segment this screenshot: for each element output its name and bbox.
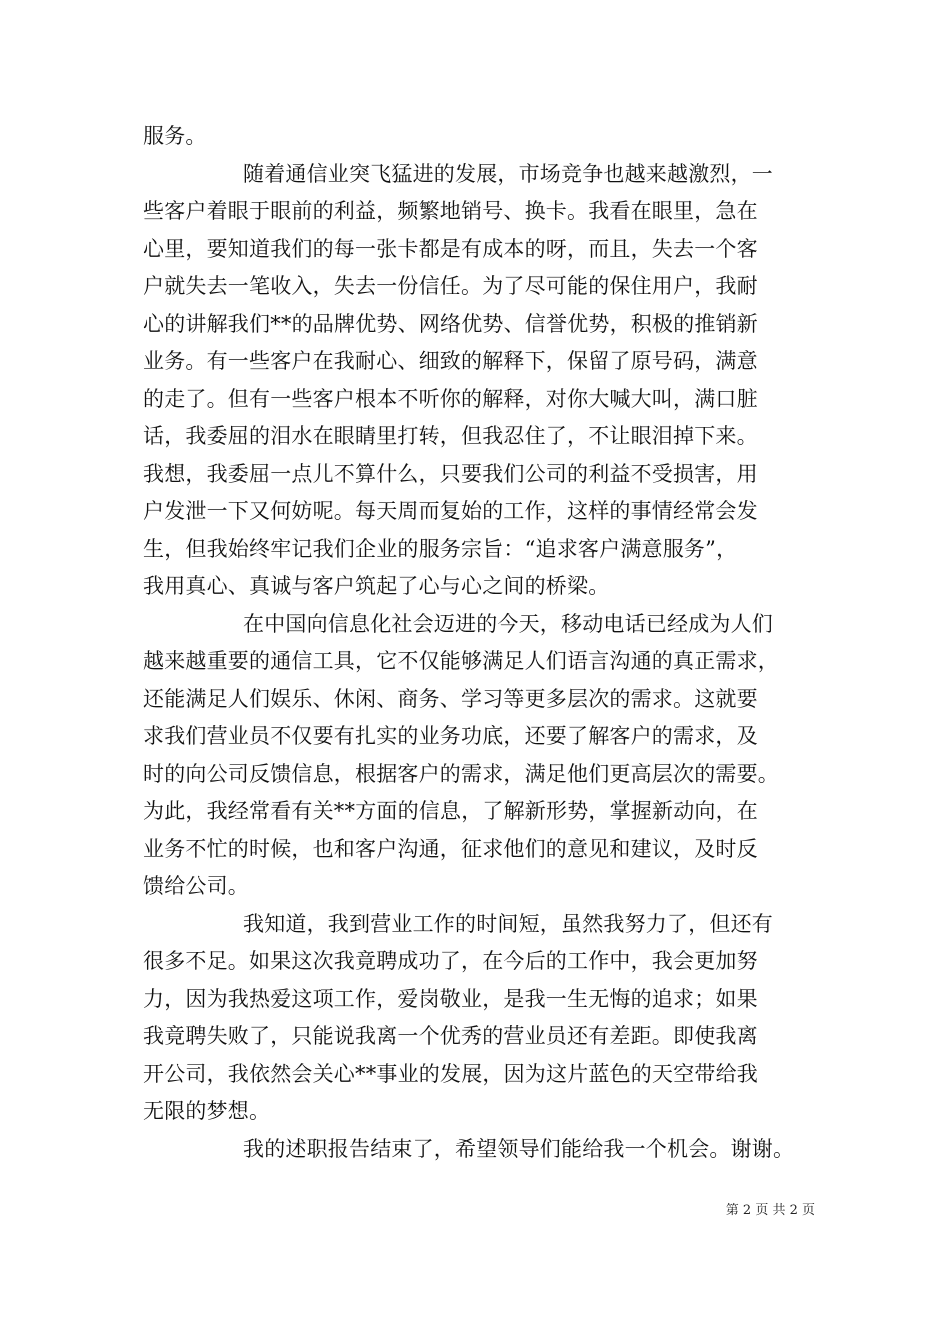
text-line: 很多不足。如果这次我竟聘成功了，在今后的工作中，我会更加努 — [143, 949, 758, 973]
text-line: 无限的梦想。 — [143, 1099, 271, 1123]
paragraph-first-line: 我的述职报告结束了，希望领导们能给我一个机会。谢谢。 — [243, 1136, 795, 1161]
paragraph-first-line: 在中国向信息化社会迈进的今天，移动电话已经成为人们 — [243, 611, 773, 636]
text-line: 话，我委屈的泪水在眼睛里打转，但我忍住了，不让眼泪掉下来。 — [143, 424, 758, 448]
text-line: 生，但我始终牢记我们企业的服务宗旨：“追求客户满意服务”， — [143, 536, 738, 561]
text-line: 业务不忙的时候，也和客户沟通，征求他们的意见和建议，及时反 — [143, 836, 758, 861]
text-line: 求我们营业员不仅要有扎实的业务功底，还要了解客户的需求，及 — [143, 724, 758, 748]
text-line: 还能满足人们娱乐、休闲、商务、学习等更多层次的需求。这就要 — [143, 686, 758, 711]
text-line: 我竟聘失败了，只能说我离一个优秀的营业员还有差距。即使我离 — [143, 1024, 758, 1048]
text-line: 心的讲解我们**的品牌优势、网络优势、信誉优势，积极的推销新 — [143, 311, 758, 336]
document-body — [143, 118, 815, 1168]
text-line: 我用真心、真诚与客户筑起了心与心之间的桥梁。 — [143, 574, 610, 598]
text-line: 馈给公司。 — [143, 874, 249, 898]
text-line: 些客户着眼于眼前的利益，频繁地销号、换卡。我看在眼里，急在 — [143, 199, 758, 223]
text-line: 力，因为我热爱这项工作，爱岗敬业，是我一生无悔的追求；如果 — [143, 986, 758, 1011]
text-line: 户发泄一下又何妨呢。每天周而复始的工作，这样的事情经常会发 — [143, 499, 758, 523]
text-line: 时的向公司反馈信息，根据客户的需求，满足他们更高层次的需要。 — [143, 761, 779, 786]
text-line: 业务。有一些客户在我耐心、细致的解释下，保留了原号码，满意 — [143, 349, 758, 373]
text-line: 的走了。但有一些客户根本不听你的解释，对你大喊大叫，满口脏 — [143, 386, 758, 411]
text-line: 服务。 — [143, 124, 207, 148]
text-line: 我想，我委屈一点儿不算什么，只要我们公司的利益不受损害，用 — [143, 461, 758, 486]
text-line: 户就失去一笔收入，失去一份信任。为了尽可能的保住用户，我耐 — [143, 274, 758, 298]
text-line: 越来越重要的通信工具，它不仅能够满足人们语言沟通的真正需求， — [143, 649, 779, 673]
page-number-footer: 第 2 页 共 2 页 — [725, 1203, 815, 1218]
paragraph-first-line: 我知道，我到营业工作的时间短，虽然我努力了，但还有 — [243, 911, 773, 936]
paragraph-first-line: 随着通信业突飞猛进的发展，市场竞争也越来越激烈，一 — [243, 161, 773, 186]
text-line: 开公司，我依然会关心**事业的发展，因为这片蓝色的天空带给我 — [143, 1061, 758, 1086]
text-line: 心里，要知道我们的每一张卡都是有成本的呀，而且，失去一个客 — [143, 236, 758, 261]
text-line: 为此，我经常看有关**方面的信息，了解新形势，掌握新动向，在 — [143, 799, 758, 823]
